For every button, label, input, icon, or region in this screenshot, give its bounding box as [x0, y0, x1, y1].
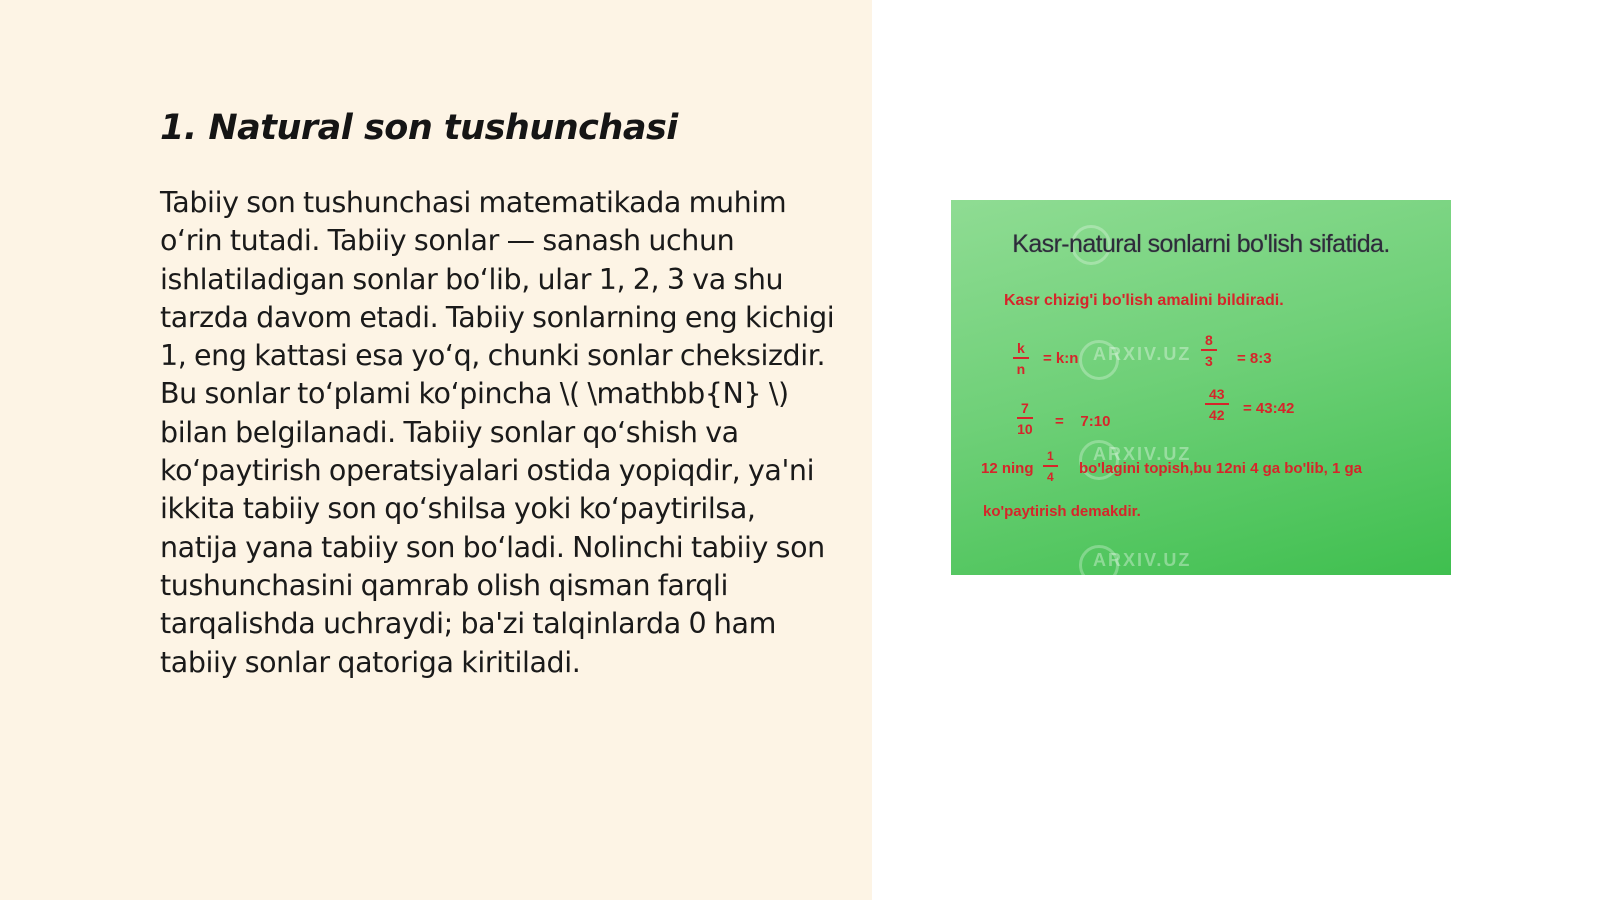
image-title: Kasr-natural sonlarni bo'lish sifatida.	[1012, 230, 1390, 258]
numerator: 1	[1043, 448, 1058, 467]
fraction-k-n	[1013, 340, 1029, 379]
watermark-text: ARXIV.UZ	[1093, 444, 1192, 464]
denominator: 42	[1209, 407, 1225, 423]
watermark-text: ARXIV.UZ	[1093, 550, 1192, 570]
fraction-7-10	[1017, 400, 1033, 439]
slide-title: 1. Natural son tushunchasi	[160, 108, 678, 148]
fraction-43-42	[1205, 386, 1229, 425]
formula-result: = 43:42	[1243, 400, 1295, 417]
numerator: k	[1013, 340, 1029, 359]
example-prefix: 12 ning	[981, 460, 1034, 477]
example-text-line2: ko'paytirish demakdir.	[983, 503, 1141, 520]
formula-result: = 7:10	[1055, 413, 1111, 430]
slide-body-text: Tabiiy son tushunchasi matematikada muhim o‘rin tutadi. Tabiiy sonlar — sanash uchun ishlatiladigan sonlar bo‘lib, ular 1, 2, 3 va shu tarzda davom etadi. Tabiiy sonlarning eng kichigi 1, eng kattasi esa yo‘q, chunki sonlar cheksizdir. Bu sonlar to‘plami ko‘pincha \( \mathbb{N} \) bilan belgilanadi. Tabiiy sonlar qo‘shish va ko‘paytirish operatsiyalari ostida yopiqdir, ya'ni ikkita tabiiy son qo‘shilsa yoki ko‘paytirilsa, natija yana tabiiy son bo‘ladi. Nolinchi tabiiy son tushunchasini qamrab olish qisman farqli tarqalishda uchraydi; ba'zi talqinlarda 0 ham tabiiy sonlar qatoriga kiritiladi.	[160, 186, 835, 679]
example-text: bo'lagini topish,bu 12ni 4 ga bo'lib, 1 ga	[1079, 460, 1362, 477]
fraction-8-3	[1201, 332, 1217, 371]
denominator: 4	[1047, 470, 1054, 484]
formula-result: = k:n	[1043, 350, 1079, 367]
watermark-text: ARXIV.UZ	[1093, 344, 1192, 364]
denominator: 3	[1205, 353, 1213, 369]
denominator: n	[1016, 361, 1026, 377]
numerator: 7	[1017, 400, 1033, 419]
numerator: 8	[1201, 332, 1217, 351]
formula-result: = 8:3	[1237, 350, 1272, 367]
fraction-1-4	[1043, 448, 1058, 487]
image-subtitle: Kasr chizig'i bo'lish amalini bildiradi.	[1004, 292, 1284, 309]
fraction-illustration	[951, 200, 1451, 575]
denominator: 10	[1017, 421, 1033, 437]
numerator: 43	[1205, 386, 1229, 405]
